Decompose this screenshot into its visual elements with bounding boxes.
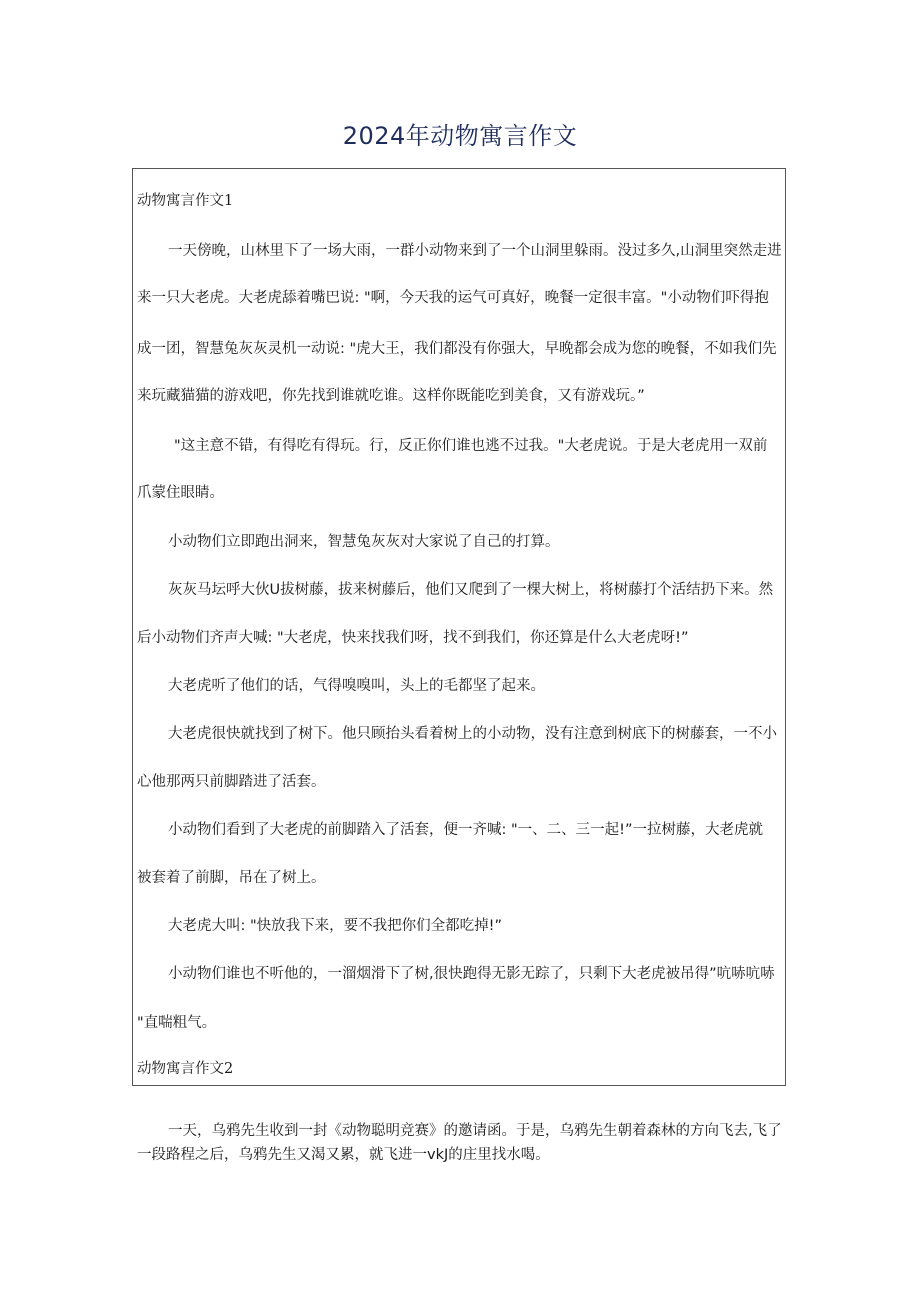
paragraph-line: 爪蒙住眼睛。: [137, 485, 224, 501]
paragraph-line: "这主意不错，有得吃有得玩。行，反正你们谁也逃不过我。"大老虎说。于是大老虎用一双前: [174, 438, 768, 454]
paragraph-line: 一天傍晚，山林里下了一场大雨，一群小动物来到了一个山洞里躲雨。没过多久,山洞里突然走进: [168, 243, 782, 259]
paragraph-line: 来玩藏猫猫的游戏吧，你先找到谁就吃谁。这样你既能吃到美食，又有游戏玩。”: [137, 388, 645, 404]
paragraph-line: 小动物们谁也不听他的，一溜烟滑下了树,很快跑得无影无踪了，只剩下大老虎被吊得”吭哧吭哧: [168, 966, 775, 982]
paragraph-line: 小动物们看到了大老虎的前脚踏入了活套，便一齐喊: "一、二、三一起!”一拉树藤，大老虎就: [168, 822, 763, 838]
paragraph-line: 一段路程之后，乌鸦先生又渴又累，就飞进一ⅴkJ的庄里找水喝。: [137, 1147, 550, 1163]
paragraph-line: 被套着了前脚，吊在了树上。: [137, 870, 326, 886]
paragraph-line: 小动物们立即跑出洞来，智慧兔灰灰对大家说了自己的打算。: [168, 534, 560, 550]
page-title: 2024年动物寓言作文: [342, 122, 578, 150]
paragraph-line: 来一只大老虎。大老虎舔着嘴巴说: "啊，今天我的运气可真好，晚餐一定很丰富。"小动物们吓得抱: [137, 290, 769, 306]
paragraph-line: "直喘粗气。: [137, 1015, 217, 1031]
paragraph-line: 大老虎大叫: "快放我下来，要不我把你们全都吃掉!”: [168, 918, 502, 934]
paragraph-line: 成一团，智慧兔灰灰灵机一动说: "虎大王，我们都没有你强大，早晚都会成为您的晚餐，不如我们先: [137, 341, 777, 357]
paragraph-line: 一天，乌鸦先生收到一封《动物聪明竞赛》的邀请函。于是，乌鸦先生朝着森林的方向飞去,飞了: [168, 1123, 782, 1139]
paragraph-line: 大老虎听了他们的话，气得嗅嗅叫，头上的毛都坚了起来。: [168, 678, 545, 694]
section-heading-1: 动物寓言作文1: [137, 193, 234, 209]
paragraph-line: 心他那两只前脚踏进了活套。: [137, 774, 326, 790]
paragraph-line: 大老虎很快就找到了树下。他只顾抬头看着树上的小动物，没有注意到树底下的树藤套，一不小: [168, 726, 777, 742]
paragraph-line: 灰灰马坛呼大伙U拔树藤，拔来树藤后，他们又爬到了一棵大树上，将树藤打个活结扔下来。然: [168, 582, 774, 598]
paragraph-line: 后小动物们齐声大喊: "大老虎，快来找我们呀，找不到我们，你还算是什么大老虎呀!”: [137, 630, 689, 646]
section-heading-2: 动物寓言作文2: [137, 1061, 234, 1077]
